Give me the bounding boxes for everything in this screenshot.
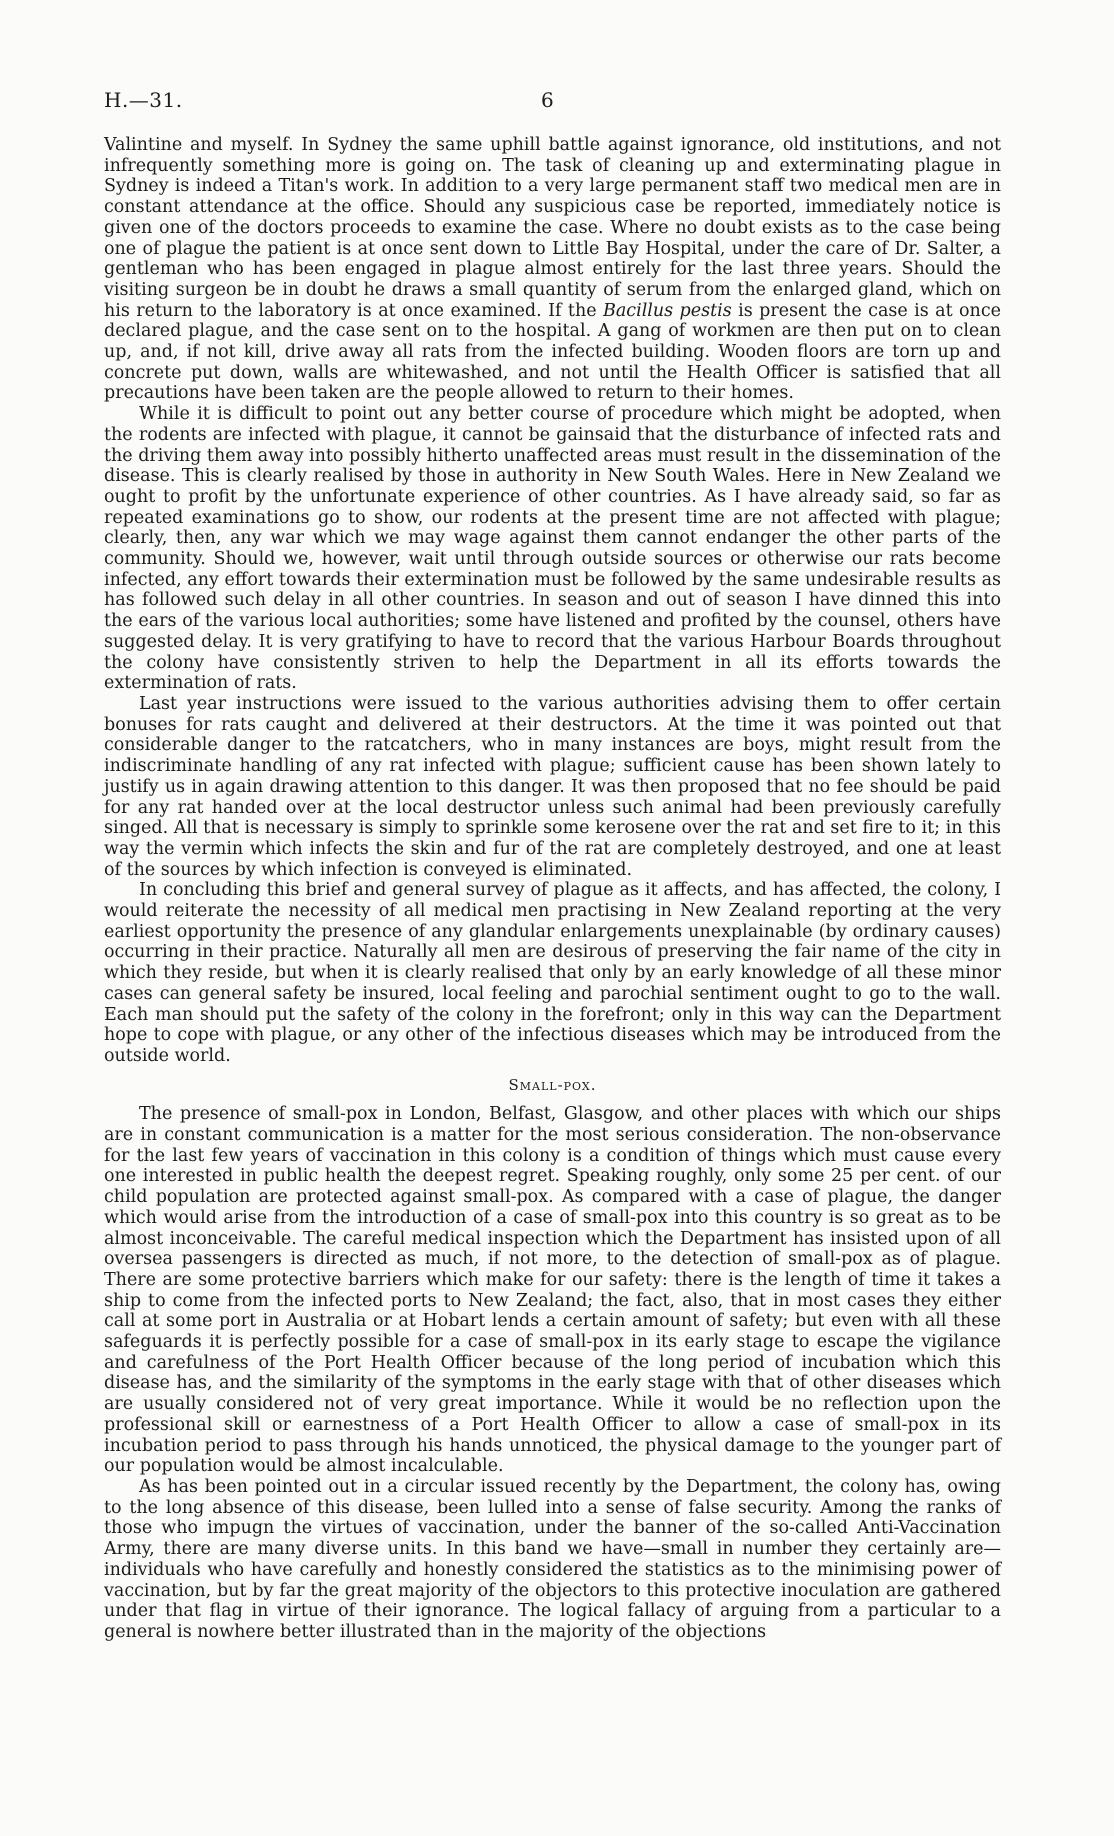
paragraph-text: is present the case is at once declared plague, and the case sent on to the hospital. A gang of workmen are then put on to clean up, and, if not kill, drive away all rats from the infected building. Wooden floors are torn up and concrete put down, walls are whitewashed, and not until the Health Officer is satisfied that all precautions have been taken are the people allowed to return to their homes.	[104, 300, 1001, 404]
paragraph-smallpox-presence: The presence of small-pox in London, Belfast, Glasgow, and other places with which our ships are in constant communication is a matter for the most serious consideration. The non-observance for the last few years of vaccination in this colony is a condition of things which must cause every one interested in public health the deepest regret. Speaking roughly, only some 25 per cent. of our child population are protected against small-pox. As compared with a case of plague, the danger which would arise from the introduction of a case of small-pox into this country is so great as to be almost inconceivable. The careful medical inspection which the Department has insisted upon of all oversea passengers is directed as much, if not more, to the detection of small-pox as of plague. There are some protective barriers which make for our safety: there is the length of time it takes a ship to come from the infected ports to New Zealand; the fact, also, that in most cases they either call at some port in Australia or at Hobart lends a certain amount of safety; but even with all these safeguards it is perfectly possible for a case of small-pox in its early stage to escape the vigilance and carefulness of the Port Health Officer because of the long period of incubation which this disease has, and the similarity of the symptoms in the early stage with that of other diseases which are usually considered not of very great importance. While it would be no reflection upon the professional skill or earnestness of a Port Health Officer to allow a case of small-pox in its incubation period to pass through his hands unnoticed, the physical damage to the younger part of our population would be almost incalculable.	[104, 1104, 1001, 1477]
paragraph-sydney-procedure	[104, 135, 1001, 404]
paragraph-rat-bonuses: Last year instructions were issued to the various authorities advising them to offer certain bonuses for rats caught and delivered at their destructors. At the time it was pointed out that considerable danger to the ratcatchers, who in many instances are boys, might result from the indiscriminate handling of any rat infected with plague; sufficient cause has been shown lately to justify us in again drawing attention to this danger. It was then proposed that no fee should be paid for any rat handed over at the local destructor unless such animal had been previously carefully singed. All that is necessary is simply to sprinkle some kerosene over the rat and set fire to it; in this way the vermin which infects the skin and fur of the rat are completely destroyed, and one at least of the sources by which infection is conveyed is eliminated.	[104, 693, 1001, 880]
paragraph-rodent-dissemination: While it is difficult to point out any better course of procedure which might be adopted, when the rodents are infected with plague, it cannot be gainsaid that the disturbance of infected rats and the driving them away into possibly hitherto unaffected areas must result in the dissemination of the disease. This is clearly realised by those in authority in New South Wales. Here in New Zealand we ought to profit by the unfortunate experience of other countries. As I have already said, so far as repeated examinations go to show, our rodents at the present time are not affected with plague; clearly, then, any war which we may wage against them cannot endanger the other parts of the community. Should we, however, wait until through outside sources or otherwise our rats become infected, any effort towards their extermination must be followed by the same undesirable results as has followed such delay in all other countries. In season and out of season I have dinned this into the ears of the various local authorities; some have listened and profited by the counsel, others have suggested delay. It is very gratifying to have to record that the various Harbour Boards throughout the colony have consistently striven to help the Department in all its efforts towards the extermination of rats.	[104, 404, 1001, 694]
page-number: 6	[541, 88, 554, 112]
document-reference: H.—31.	[104, 88, 183, 112]
paragraph-anti-vaccination: As has been pointed out in a circular issued recently by the Department, the colony has, owing to the long absence of this disease, been lulled into a sense of false security. Among the ranks of those who impugn the virtues of vaccination, under the banner of the so-called Anti-Vaccination Army, there are many diverse units. In this band we have—small in number they certainly are—individuals who have carefully and honestly considered the statistics as to the minimising power of vaccination, but by far the great majority of the objectors to this protective inoculation are gathered under that flag in virtue of their ignorance. The logical fallacy of arguing from a particular to a general is nowhere better illustrated than in the majority of the objections	[104, 1477, 1001, 1642]
body-text	[104, 135, 1001, 1643]
paragraph-text: Valintine and myself. In Sydney the same uphill battle against ignorance, old institutions, and not infrequently something more is going on. The task of cleaning up and exterminating plague in Sydney is indeed a Titan's work. In addition to a very large permanent staff two medical men are in constant attendance at the office. Should any suspicious case be reported, immediately notice is given one of the doctors proceeds to examine the case. Where no doubt exists as to the case being one of plague the patient is at once sent down to Little Bay Hospital, under the care of Dr. Salter, a gentleman who has been engaged in plague almost entirely for the last three years. Should the visiting surgeon be in doubt he draws a small quantity of serum from the enlarged gland, which on his return to the laboratory is at once examined. If the	[104, 135, 1001, 321]
section-heading-smallpox: Small-pox.	[508, 1075, 597, 1094]
species-name: Bacillus pestis	[603, 300, 732, 321]
page-header	[104, 88, 1010, 118]
paragraph-plague-conclusion: In concluding this brief and general survey of plague as it affects, and has affected, the colony, I would reiterate the necessity of all medical men practising in New Zealand reporting at the very earliest opportunity the presence of any glandular enlargements unexplainable (by ordinary causes) occurring in their practice. Naturally all men are desirous of preserving the fair name of the city in which they reside, but when it is clearly realised that only by an early knowledge of all these minor cases can general safety be insured, local feeling and parochial sentiment ought to go to the wall. Each man should put the safety of the colony in the forefront; only in this way can the Department hope to cope with plague, or any other of the infectious diseases which may be introduced from the outside world.	[104, 880, 1001, 1066]
